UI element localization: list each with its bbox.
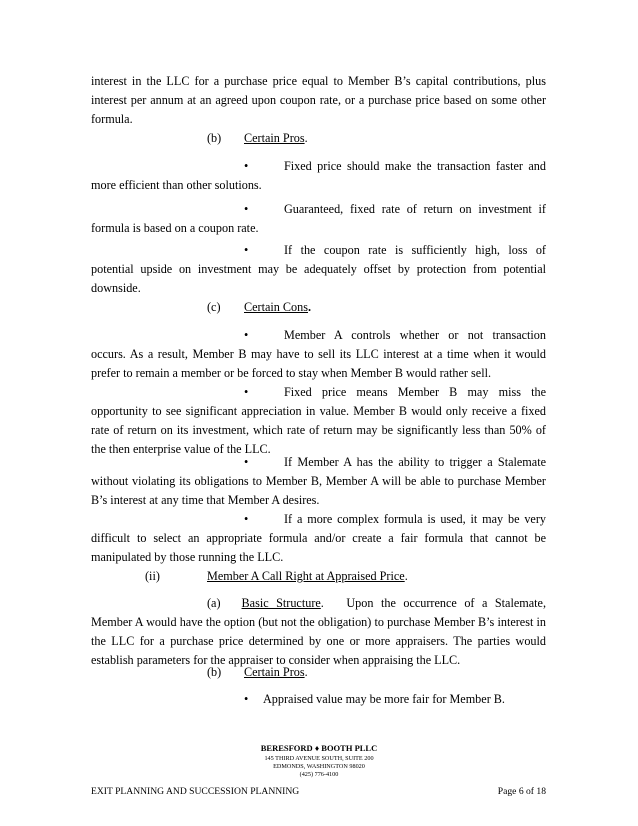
bullet-text: If Member A has the ability to trigger a Stalemate without violating its obligations to Member B, Member A will be able to purchase Member B’s interest at any time that Member A desires.: [91, 455, 546, 507]
bullet-text: If a more complex formula is used, it may be very difficult to select an appropriate formula and/or create a fair formula that cannot be manipulated by those running the LLC.: [91, 512, 546, 564]
bullet-item: [91, 241, 546, 298]
basic-structure-heading: Basic Structure: [241, 596, 321, 610]
subsection-b-label: (b): [207, 131, 222, 145]
footer-address-line-1: 145 THIRD AVENUE SOUTH, SUITE 200: [264, 755, 374, 762]
basic-structure-text: Upon the occurrence of a Stalemate, Member A would have the option (but not the obligation) to purchase Member B’s interest in the LLC for a purchase price determined by one or more appraisers. The parties would establish parameters for the appraiser to consider when appraising the LLC.: [91, 596, 546, 667]
subsection-b-heading: [244, 129, 308, 148]
heading-period: .: [304, 131, 308, 145]
footer-page-number: Page 6 of 18: [497, 786, 546, 797]
bullet-item: [91, 453, 546, 510]
bullet-icon: •: [244, 328, 249, 342]
subsection-b2-label: (b): [207, 665, 222, 679]
subsection-a-label: (a): [207, 596, 221, 610]
heading-period: .: [320, 596, 324, 610]
bullet-item: [91, 157, 546, 195]
heading-text: Certain Pros: [244, 665, 305, 679]
bullet-text: Fixed price means Member B may miss the opportunity to see significant appreciation in value. Member B would only receive a fixed rate of return on its investment, which rate of return may be significantly less than 50% of the then enterprise value of the LLC.: [91, 385, 546, 456]
bullet-icon: •: [244, 455, 249, 469]
footer-address-line-2: EDMONDS, WASHINGTON 98020: [273, 763, 365, 770]
subsection-ii-label: (ii): [145, 569, 160, 583]
footer-document-title: EXIT PLANNING AND SUCCESSION PLANNING: [91, 786, 300, 797]
basic-structure-paragraph: [91, 594, 546, 670]
bullet-icon: •: [244, 385, 249, 399]
footer-phone: (425) 776-4100: [299, 771, 339, 778]
heading-period: .: [304, 665, 308, 679]
bullet-text: If the coupon rate is sufficiently high, loss of potential upside on investment may be adequately offset by protection from potential downside.: [91, 243, 546, 295]
bullet-text: Guaranteed, fixed rate of return on investment if formula is based on a coupon rate.: [91, 202, 546, 235]
heading-text: Member A Call Right at Appraised Price: [207, 569, 405, 583]
heading-text: Certain Cons: [244, 300, 308, 314]
bullet-text: Fixed price should make the transaction faster and more efficient than other solutions.: [91, 159, 546, 192]
bullet-icon: •: [244, 202, 249, 216]
subsection-ii-heading: [207, 567, 408, 586]
bullet-text: Appraised value may be more fair for Member B.: [263, 692, 505, 706]
heading-period: .: [307, 300, 312, 314]
heading-text: Certain Pros: [244, 131, 305, 145]
paragraph-intro: interest in the LLC for a purchase price equal to Member B’s capital contributions, plus interest per annum at an agreed upon coupon rate, or a purchase price based on some other formula.: [91, 74, 546, 126]
subsection-c-label: (c): [207, 300, 221, 314]
subsection-b2-heading: [244, 663, 308, 682]
bullet-item: [91, 383, 546, 459]
bullet-icon: •: [244, 243, 249, 257]
heading-period: .: [404, 569, 408, 583]
bullet-icon: •: [244, 159, 249, 173]
bullet-item: [91, 326, 546, 383]
subsection-c-heading: [244, 298, 311, 317]
bullet-item: [91, 510, 546, 567]
footer-firm-name: BERESFORD ♦ BOOTH PLLC: [260, 743, 378, 753]
bullet-item: [91, 200, 546, 238]
bullet-icon: •: [244, 692, 249, 706]
bullet-text: Member A controls whether or not transaction occurs. As a result, Member B may have to sell its LLC interest at a time when it would prefer to remain a member or be forced to stay when Member B would rather sell.: [91, 328, 546, 380]
bullet-icon: •: [244, 512, 249, 526]
